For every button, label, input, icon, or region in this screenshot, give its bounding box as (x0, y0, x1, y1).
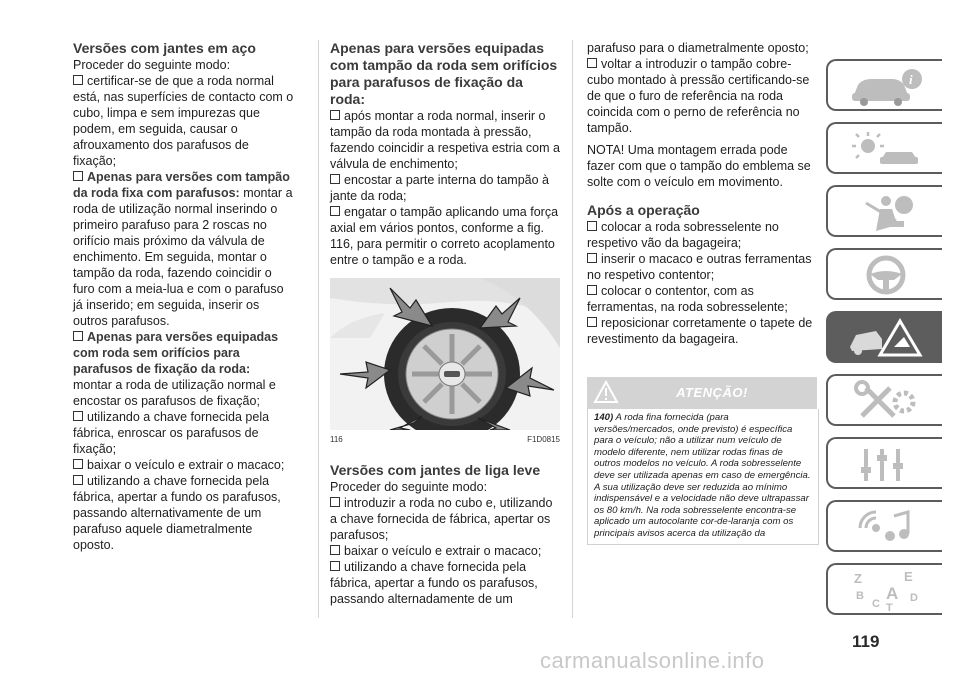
checkbox-bullet-icon (73, 331, 83, 341)
tab-maintenance[interactable] (826, 374, 942, 426)
bullet-lead: Apenas para versões equipadas com roda sem orifícios para parafusos de fixação da roda: (73, 330, 279, 376)
tab-driving[interactable] (826, 248, 942, 300)
column-divider (318, 40, 319, 618)
bullet-text: utilizando a chave fornecida pela fábrica, enroscar os parafusos de fixação; (73, 410, 270, 456)
checkbox-bullet-icon (587, 317, 597, 327)
watermark-text: carmanualsonline.info (540, 648, 765, 673)
index-letter: A (886, 584, 899, 603)
bullet-item (587, 315, 815, 347)
checkbox-bullet-icon (587, 253, 597, 263)
checkbox-bullet-icon (330, 497, 340, 507)
checkbox-bullet-icon (330, 110, 340, 120)
bullet-text: colocar o contentor, com as ferramentas, na roda sobresselente; (587, 284, 788, 314)
bullet-item (73, 457, 295, 473)
checkbox-bullet-icon (330, 174, 340, 184)
heading-liga-leve: Versões com jantes de liga leve (330, 462, 541, 478)
bullet-text: baixar o veículo e extrair o macaco; (344, 544, 542, 558)
tab-safety[interactable] (826, 185, 942, 237)
intro-text: Proceder do seguinte modo: (73, 58, 231, 72)
warning-number: 140) (594, 412, 614, 423)
checkbox-bullet-icon (73, 171, 83, 181)
heading-sem-orificios: Apenas para versões equipadas com tampão da roda sem orifícios para parafusos de fixação da roda: (330, 40, 558, 107)
index-letter: E (904, 569, 913, 584)
bullet-text: montar a roda de utilização normal inserindo o primeiro parafuso para 2 roscas no orifício mais próximo da válvula de enchimento. Em seguida, montar o tampão da roda, fazendo coincidir o furo com a meia-lua e com o parafuso já inserido; em seguida, inserir os outros parafusos. (73, 186, 293, 328)
bullet-text: colocar a roda sobresselente no respetivo vão da bagageira; (587, 220, 779, 250)
index-letter: T (886, 602, 893, 611)
wheel-hubcap-figure (330, 278, 560, 430)
bullet-item (330, 172, 560, 204)
intro-text: Proceder do seguinte modo: (330, 480, 488, 494)
warning-triangle-icon (593, 380, 619, 404)
bullet-item (330, 543, 560, 559)
tools-maintenance-icon (846, 380, 926, 422)
checkbox-bullet-icon (73, 411, 83, 421)
checkbox-bullet-icon (330, 561, 340, 571)
checkbox-bullet-icon (330, 545, 340, 555)
bullet-text: engatar o tampão aplicando uma força axial em vários pontos, conforme a fig. 116, para permitir o correto acoplamento entre o tampão e a roda. (330, 205, 559, 267)
tab-multimedia[interactable] (826, 500, 942, 552)
bullet-item (330, 204, 560, 268)
tab-warning-lights[interactable] (826, 122, 942, 174)
bullet-item (330, 108, 560, 172)
bullet-text: inserir o macaco e outras ferramentas no respetivo contentor; (587, 252, 812, 282)
index-letter: C (872, 598, 880, 610)
column-divider (572, 40, 573, 618)
tab-specifications[interactable] (826, 437, 942, 489)
bullet-item (587, 251, 815, 283)
column-middle (330, 40, 560, 607)
bullet-item (587, 219, 815, 251)
breakdown-emergency-icon (846, 317, 926, 359)
specifications-icon (846, 443, 926, 485)
chapter-tabs (826, 59, 942, 626)
airbag-seat-icon (846, 191, 926, 233)
bullet-item (73, 73, 295, 169)
warning-header (587, 377, 817, 409)
checkbox-bullet-icon (73, 75, 83, 85)
checkbox-bullet-icon (73, 459, 83, 469)
warning-text: A roda fina fornecida (para versões/mercados, onde previsto) é específica para o veículo; não a utilizar num veículo de modelo diferente, nem utilizar rodas finas de outros modelos no veículo. A roda sobresselente deve ser utilizada apenas em caso de emergência. A sua utilização deve ser reduzida ao mínimo indispensável e a velocidade não deve ultrapassar os 80 km/h. Na roda sobresselente encontra-se aplicado um autocolante cor-de-laranja com os principais avisos acerca da utilização da (594, 412, 811, 539)
bullet-item (73, 329, 295, 409)
multimedia-icon (846, 506, 926, 548)
bullet-item (587, 56, 815, 136)
bullet-text: utilizando a chave fornecida pela fábrica, apertar a fundo os parafusos, passando alternadamente de um (330, 560, 538, 606)
bullet-text: voltar a introduzir o tampão cobre-cubo montado à pressão certificando-se de que o furo de referência na roda coincida com o perno de referência no tampão. (587, 57, 810, 135)
index-icon (846, 569, 926, 611)
index-letter: Z (854, 571, 862, 586)
bullet-text: introduzir a roda no cubo e, utilizando a chave fornecida de fábrica, apertar os parafusos; (330, 496, 553, 542)
figure-number: 116 (330, 435, 343, 444)
bullet-item (73, 473, 295, 553)
wheel-cover-illustration (330, 278, 560, 430)
heading-jantes-aco: Versões com jantes em aço (73, 40, 256, 56)
tab-index[interactable] (826, 563, 942, 615)
car-info-icon (846, 65, 926, 107)
index-letter: B (856, 590, 864, 602)
bullet-text: utilizando a chave fornecida pela fábrica, apertar a fundo os parafusos, passando alternativamente de um parafuso aquele diametralmente oposto. (73, 474, 281, 552)
checkbox-bullet-icon (330, 206, 340, 216)
note-text: NOTA! Uma montagem errada pode fazer com que o tampão do emblema se solte com o veículo em movimento. (587, 143, 811, 189)
bullet-text: após montar a roda normal, inserir o tampão da roda montada à pressão, fazendo coincidir a respetiva estria com a válvula de enchimento; (330, 109, 560, 171)
bullet-lead: Apenas para versões com tampão da roda fixa com parafusos: (73, 170, 290, 200)
bullet-text: encostar a parte interna do tampão à jante da roda; (330, 173, 549, 203)
steering-wheel-icon (846, 254, 926, 296)
heading-apos-operacao: Após a operação (587, 202, 700, 218)
bullet-item (330, 495, 560, 543)
bullet-item (330, 559, 560, 607)
page-number: 119 (852, 632, 880, 651)
checkbox-bullet-icon (73, 475, 83, 485)
tab-emergency[interactable] (826, 311, 942, 363)
figure-caption (330, 432, 560, 448)
bullet-item (73, 409, 295, 457)
checkbox-bullet-icon (587, 221, 597, 231)
bullet-text: reposicionar corretamente o tapete de revestimento da bagageira. (587, 316, 813, 346)
continued-text: parafuso para o diametralmente oposto; (587, 41, 809, 55)
tab-car-info[interactable] (826, 59, 942, 111)
checkbox-bullet-icon (587, 58, 597, 68)
bullet-text: certificar-se de que a roda normal está, nas superfícies de contacto com o cubo, limpa e sem impurezas que podem, em seguida, causar o afrouxamento dos parafusos de fixação; (73, 74, 294, 168)
bullet-item (73, 169, 295, 329)
warning-title: ATENÇÃO! (676, 385, 748, 400)
bullet-item (587, 283, 815, 315)
column-left (73, 40, 295, 553)
warning-lights-icon (846, 128, 926, 170)
svg-text:i: i (909, 72, 913, 87)
figure-code: F1D0815 (527, 435, 560, 444)
index-letter: D (910, 592, 918, 604)
bullet-text: baixar o veículo e extrair o macaco; (87, 458, 285, 472)
checkbox-bullet-icon (587, 285, 597, 295)
bullet-text: montar a roda de utilização normal e encostar os parafusos de fixação; (73, 378, 276, 408)
column-right (587, 40, 815, 545)
warning-body (587, 409, 819, 545)
